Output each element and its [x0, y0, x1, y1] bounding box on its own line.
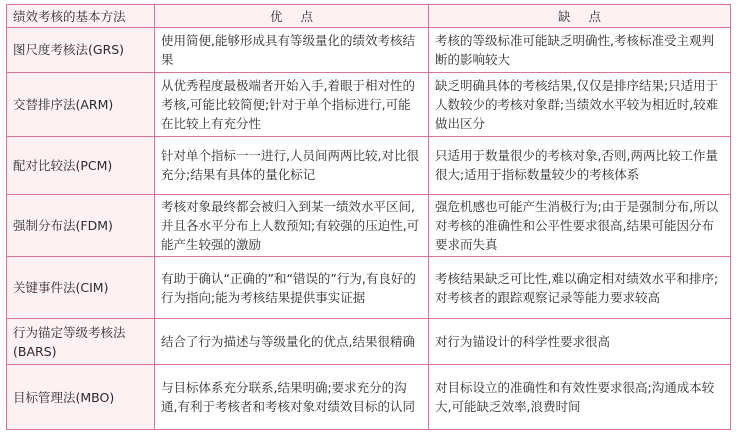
cons-cell: 对目标设立的准确性和有效性要求很高;沟通成本较大,可能缺乏效率,浪费时间: [429, 365, 731, 430]
cons-cell: 考核结果缺乏可比性,难以确定相对绩效水平和排序;对考核者的跟踪观察记录等能力要求较高: [429, 257, 731, 319]
cons-cell: 只适用于数量很少的考核对象,否则,两两比较工作量很大;适用于指标数量较少的考核体系: [429, 137, 731, 195]
method-cell: 关键事件法(CIM): [7, 257, 155, 319]
pros-cell: 考核对象最终都会被归入到某一绩效水平区间,并且各水平分布上人数预知;有较强的压迫性,可能产生较强的激励: [155, 194, 429, 257]
pros-cell: 使用简便,能够形成具有等级量化的绩效考核结果: [155, 28, 429, 72]
method-cell: 行为锚定等级考核法(BARS): [7, 318, 155, 364]
pros-cell: 从优秀程度最极端者开始入手,着眼于相对性的考核,可能比较简便;针对于单个指标进行,可能在比较上有充分性: [155, 72, 429, 137]
table-header-row: [7, 5, 731, 28]
cons-cell: 考核的等级标准可能缺乏明确性,考核标准受主观判断的影响较大: [429, 28, 731, 72]
pros-cell: 有助于确认“正确的”和“错误的”行为,有良好的行为指向;能为考核结果提供事实证据: [155, 257, 429, 319]
table-row: [7, 137, 731, 195]
cons-cell: 对行为锚设计的科学性要求很高: [429, 318, 731, 364]
pros-cell: 与目标体系充分联系,结果明确;要求充分的沟通,有利于考核者和考核对象对绩效目标的认同: [155, 365, 429, 430]
table-row: [7, 365, 731, 430]
method-cell: 目标管理法(MBO): [7, 365, 155, 430]
table-row: [7, 72, 731, 137]
header-method: 绩效考核的基本方法: [7, 5, 155, 28]
method-cell: 强制分布法(FDM): [7, 194, 155, 257]
header-cons: 缺点: [429, 5, 731, 28]
method-cell: 配对比较法(PCM): [7, 137, 155, 195]
table-row: [7, 318, 731, 364]
pros-cell: 针对单个指标一一进行,人员间两两比较,对比很充分;结果有具体的量化标记: [155, 137, 429, 195]
method-cell: 图尺度考核法(GRS): [7, 28, 155, 72]
pros-cell: 结合了行为描述与等级量化的优点,结果很精确: [155, 318, 429, 364]
methods-comparison-table: [6, 4, 731, 430]
table-row: [7, 28, 731, 72]
header-pros: 优点: [155, 5, 429, 28]
method-cell: 交替排序法(ARM): [7, 72, 155, 137]
cons-cell: 强危机感也可能产生消极行为;由于是强制分布,所以对考核的准确性和公平性要求很高,结果可能因分布要求而失真: [429, 194, 731, 257]
table-row: [7, 194, 731, 257]
table-row: [7, 257, 731, 319]
cons-cell: 缺乏明确具体的考核结果,仅仅是排序结果;只适用于人数较少的考核对象群;当绩效水平较为相近时,较难做出区分: [429, 72, 731, 137]
